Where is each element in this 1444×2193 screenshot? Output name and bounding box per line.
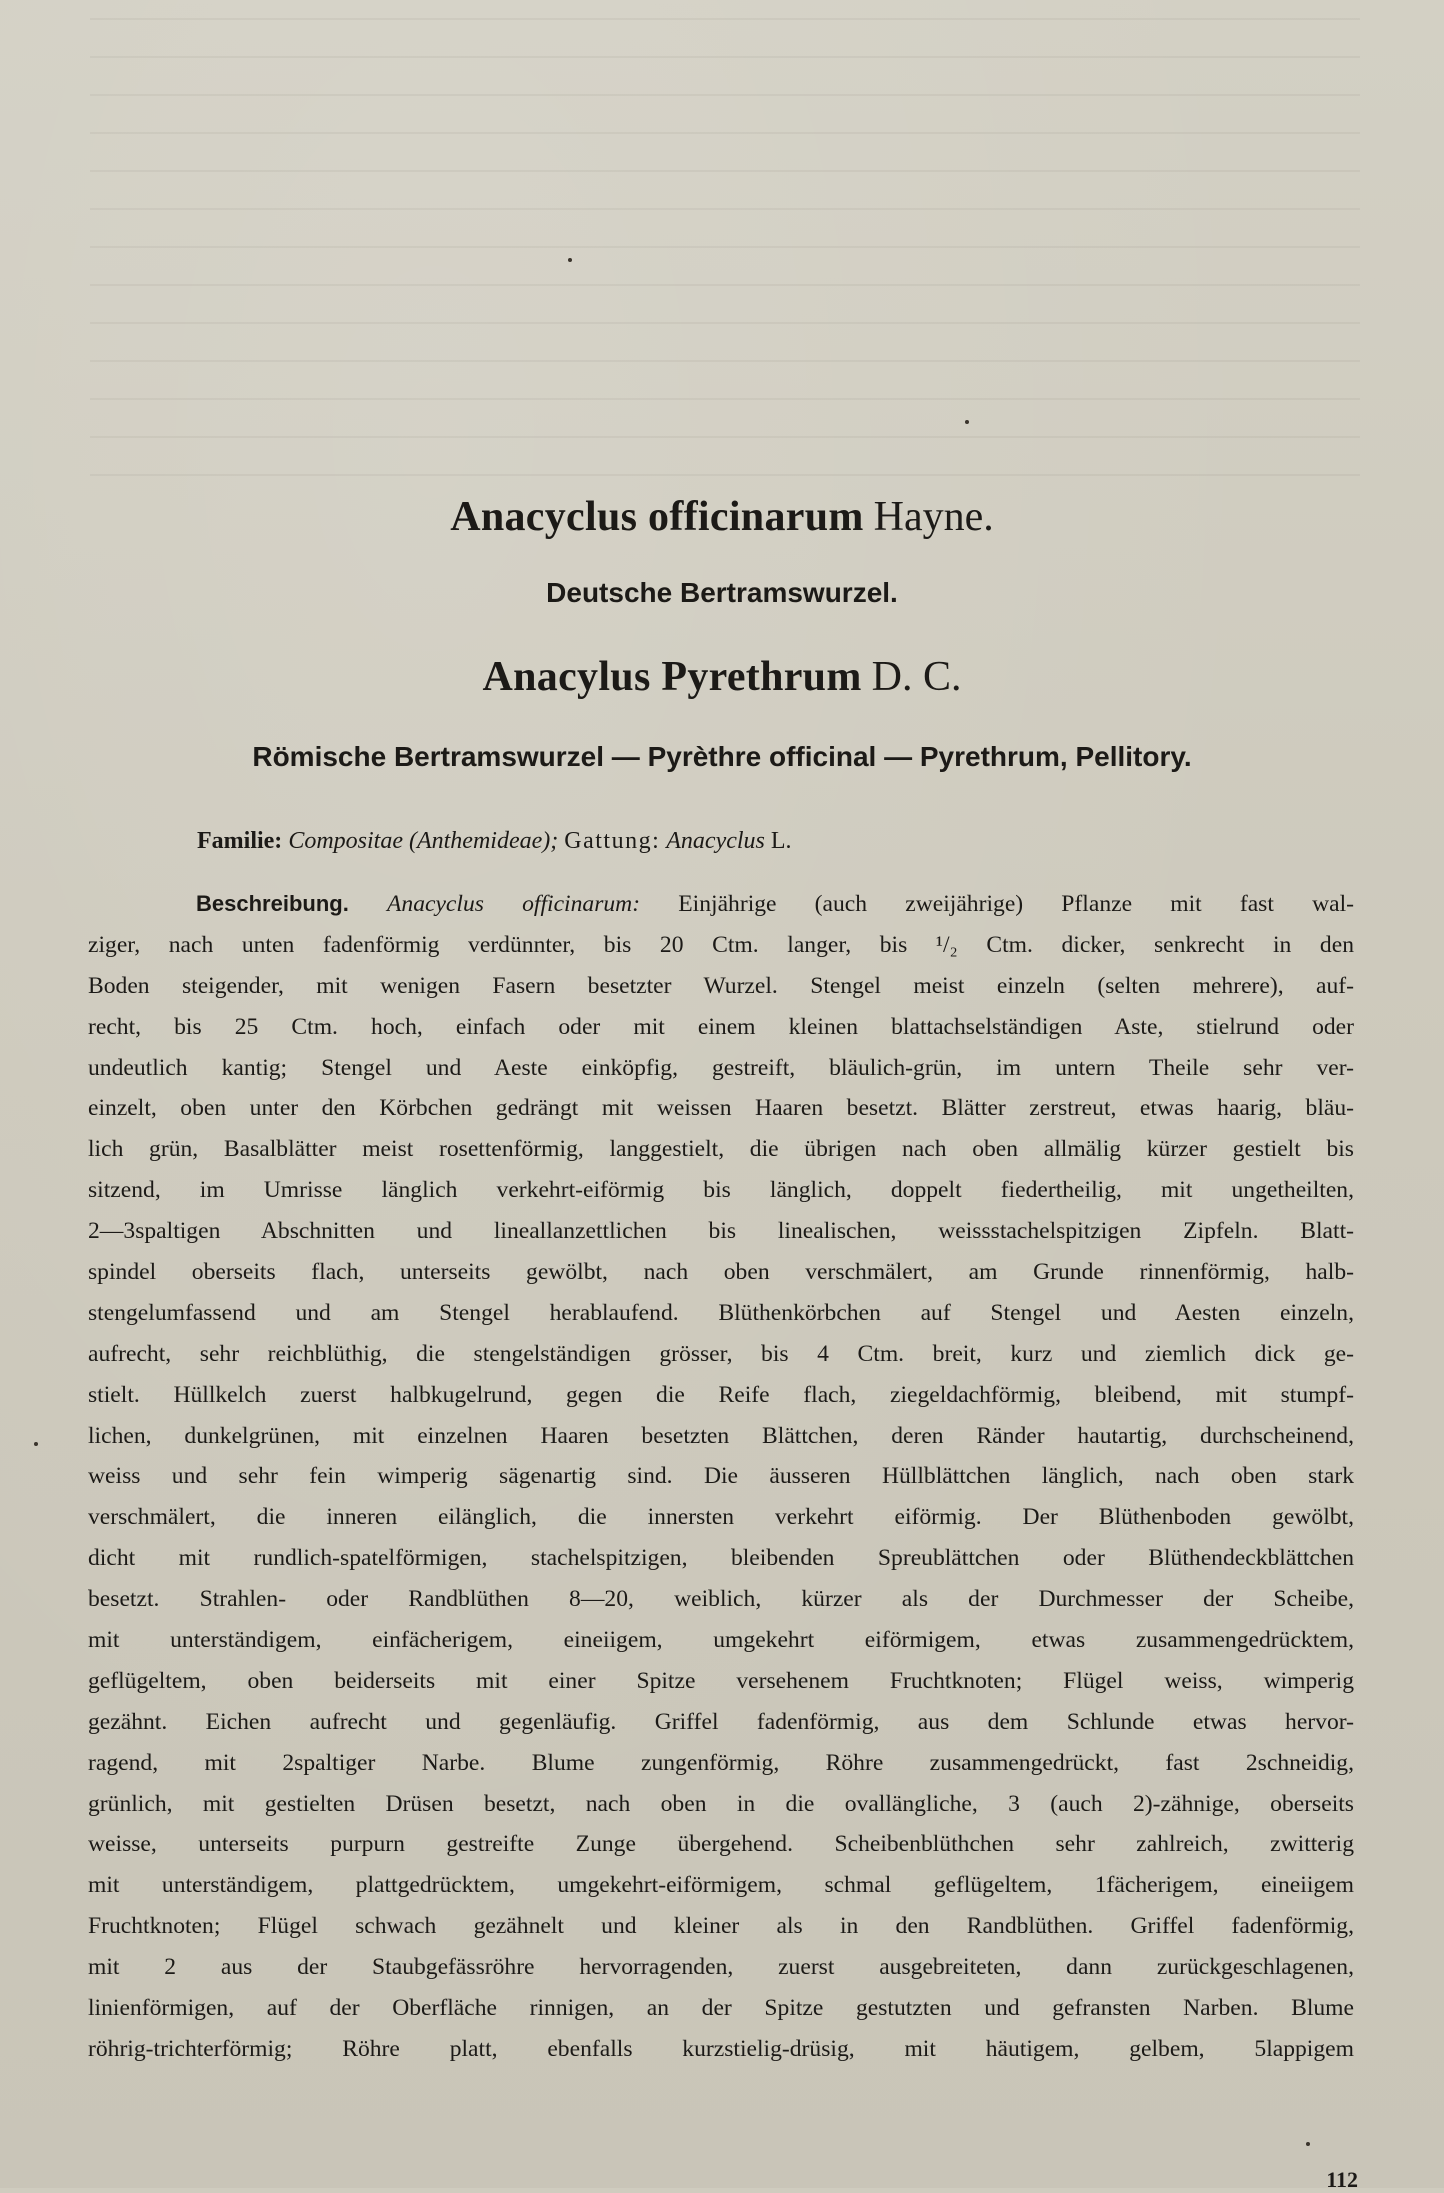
- title-latin-name: Anacyclus officinarum: [450, 494, 864, 540]
- text-line: stielt. Hüllkelch zuerst halbkugelrund, gegen die Reife flach, ziegeldachförmig, bleibend, mit stumpf-: [88, 1381, 1354, 1408]
- text-line: 2—3spaltigen Abschnitten und lineallanzettlichen bis linealischen, weissstachelspitzigen Zipfeln. Blatt-: [88, 1218, 1354, 1245]
- paper-speck: [568, 258, 572, 262]
- text-line: linienförmigen, auf der Oberfläche rinnigen, an der Spitze gestutzten und gefransten Narben. Blume: [88, 1995, 1354, 2022]
- text-line: sitzend, im Umrisse länglich verkehrt-eiförmig bis länglich, doppelt fiedertheilig, mit ungetheilten,: [88, 1177, 1354, 1204]
- text-line-content: Einjährige (auch zweijährige) Pflanze mit fast wal-: [678, 891, 1354, 917]
- text-line: aufrecht, sehr reichblüthig, die stengelständigen grösser, bis 4 Ctm. breit, kurz und ziemlich dick ge-: [88, 1340, 1354, 1367]
- text-line: ragend, mit 2spaltiger Narbe. Blume zungenförmig, Röhre zusammengedrückt, fast 2schneidig,: [88, 1749, 1354, 1776]
- text-line: besetzt. Strahlen- oder Randblüthen 8—20, weiblich, kürzer als der Durchmesser der Scheibe,: [88, 1586, 1354, 1613]
- text-line: weisse, unterseits purpurn gestreifte Zunge übergehend. Scheibenblüthchen sehr zahlreich, zwitterig: [88, 1831, 1354, 1858]
- text-line: weiss und sehr fein wimperig sägenartig sind. Die äusseren Hüllblättchen länglich, nach oben stark: [88, 1463, 1354, 1490]
- description-label: Beschreibung.: [196, 891, 349, 916]
- text-line: mit unterständigem, plattgedrücktem, umgekehrt-eiförmigem, schmal geflügeltem, 1fächerigem, eineiigem: [88, 1872, 1354, 1899]
- text-line: gezähnt. Eichen aufrecht und gegenläufig. Griffel fadenförmig, aus dem Schlunde etwas hervor-: [88, 1708, 1354, 1735]
- text-line: einzelt, oben unter den Körbchen gedrängt mit weissen Haaren besetzt. Blätter zerstreut, etwas haarig, bläu-: [88, 1095, 1354, 1122]
- text-line: undeutlich kantig; Stengel und Aeste einköpfig, gestreift, bläulich-grün, im untern Theile sehr ver-: [88, 1054, 1354, 1081]
- title-anacyclus-officinarum: [0, 493, 1444, 541]
- title-latin-name: Anacylus Pyrethrum: [482, 654, 862, 700]
- text-line: röhrig-trichterförmig; Röhre platt, ebenfalls kurzstielig-drüsig, mit häutigem, gelbem, 5lappigem: [88, 2035, 1354, 2062]
- title-author: D. C.: [871, 654, 962, 700]
- subtitle-german-name: Deutsche Bertramswurzel.: [546, 577, 898, 608]
- show-through-text: [90, 18, 1360, 478]
- family-name: Compositae: [288, 828, 403, 854]
- text-line: ziger, nach unten fadenförmig verdünnter, bis 20 Ctm. langer, bis ¹/₂ Ctm. dicker, senkrecht in den: [88, 931, 1354, 958]
- text-line: grünlich, mit gestielten Drüsen besetzt, nach oben in die ovallängliche, 3 (auch 2)-zähnige, oberseits: [88, 1790, 1354, 1817]
- text-line: verschmälert, die inneren eilänglich, die innersten verkehrt eiförmig. Der Blüthenboden gewölbt,: [88, 1504, 1354, 1531]
- text-line: spindel oberseits flach, unterseits gewölbt, nach oben verschmälert, am Grunde rinnenförmig, halb-: [88, 1259, 1354, 1286]
- paper-speck: [1306, 2142, 1310, 2146]
- text-line: stengelumfassend und am Stengel herablaufend. Blüthenkörbchen auf Stengel und Aesten einzeln,: [88, 1299, 1354, 1326]
- text-line: geflügeltem, oben beiderseits mit einer Spitze versehenem Fruchtknoten; Flügel weiss, wimperig: [88, 1667, 1354, 1694]
- genus-label: Gattung:: [564, 828, 661, 854]
- text-line: dicht mit rundlich-spatelförmigen, stachelspitzigen, bleibenden Spreublättchen oder Blüthendeckblättchen: [88, 1545, 1354, 1572]
- title-anacylus-pyrethrum: [0, 653, 1444, 701]
- paper-speck: [34, 1442, 38, 1446]
- species-name: Anacyclus officinarum:: [386, 891, 641, 917]
- text-line: recht, bis 25 Ctm. hoch, einfach oder mit einem kleinen blattachselständigen Aste, stielrund oder: [88, 1013, 1354, 1040]
- text-line: [88, 884, 1354, 925]
- text-line: lichen, dunkelgrünen, mit einzelnen Haaren besetzten Blättchen, deren Ränder hautartig, durchscheinend,: [88, 1422, 1354, 1449]
- page-number: 112: [1326, 2167, 1358, 2192]
- genus-name: Anacyclus: [666, 828, 765, 854]
- text-line: lich grün, Basalblätter meist rosettenförmig, langgestielt, die übrigen nach oben allmälig kürzer gestielt bis: [88, 1136, 1354, 1163]
- description-text: [88, 884, 1354, 2070]
- text-line: Fruchtknoten; Flügel schwach gezähnelt und kleiner als in den Randblüthen. Griffel fadenförmig,: [88, 1913, 1354, 1940]
- family-label: Familie:: [197, 828, 283, 854]
- text-line: mit 2 aus der Staubgefässröhre hervorragenden, zuerst ausgebreiteten, dann zurückgeschlagenen,: [88, 1954, 1354, 1981]
- tribe-name: (Anthemideae);: [408, 828, 559, 854]
- genus-author: L.: [770, 828, 792, 854]
- text-line: mit unterständigem, einfächerigem, eineiigem, umgekehrt eiförmigem, etwas zusammengedrücktem,: [88, 1627, 1354, 1654]
- text-line: Boden steigender, mit wenigen Fasern besetzter Wurzel. Stengel meist einzeln (selten mehrere), auf-: [88, 972, 1354, 999]
- paper-speck: [965, 420, 969, 424]
- family-line: [197, 828, 792, 855]
- subtitle-common-names: Römische Bertramswurzel — Pyrèthre officinal — Pyrethrum, Pellitory.: [252, 741, 1192, 772]
- title-author: Hayne.: [873, 494, 994, 540]
